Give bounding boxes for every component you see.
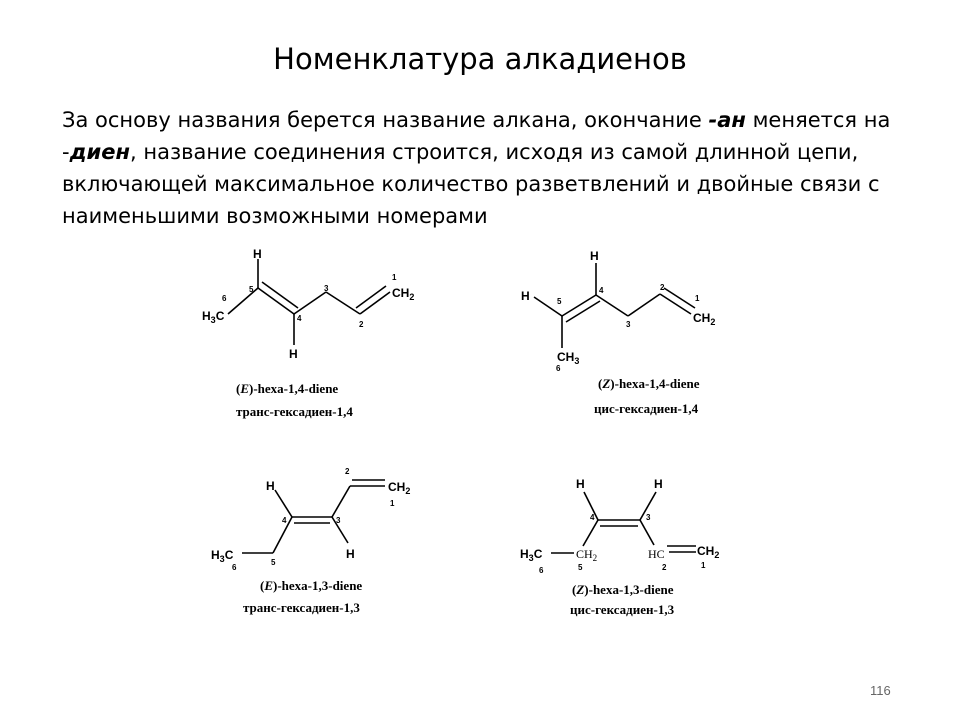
page-number: 116 <box>870 683 891 698</box>
ending-an: -ан <box>708 108 746 132</box>
bond-3-2 <box>640 520 654 545</box>
atom-label: 5 <box>557 297 562 306</box>
atom-label: 2 <box>662 563 667 572</box>
atom-ch3: $CH_3$ <box>557 350 580 366</box>
molecule-1-ru-name: транс-гексадиен-1,4 <box>236 404 353 419</box>
atom-h: H <box>289 347 298 361</box>
atom-label: H <box>521 289 530 303</box>
atom-label: 3 <box>324 284 329 293</box>
atom-label: 1 <box>701 561 706 570</box>
atom-label: 3 <box>336 516 341 525</box>
atom-h3c: $H_3C$ <box>202 309 225 325</box>
atom-label: 3 <box>626 320 631 329</box>
atom-label: 1 <box>695 294 700 303</box>
atom-label: 4 <box>599 286 604 295</box>
bond-5-4 <box>583 520 598 546</box>
molecule-2-en-name: (Z)-hexa-1,4-diene <box>598 376 700 391</box>
ending-dien: диен <box>69 140 131 164</box>
slide-title: Номенклатура алкадиенов <box>273 42 687 76</box>
atom-label: 6 <box>232 563 237 572</box>
text-part-1: За основу названия берется название алкана, окончание <box>62 108 709 132</box>
atom-label: 5 <box>271 558 276 567</box>
atom-h: H <box>253 247 262 261</box>
atom-hc: HC <box>648 547 665 561</box>
atom-ch2: $CH_2$ <box>693 311 716 327</box>
atom-ch2: $CH_2$ <box>392 286 415 302</box>
atom-ch2: $CH_2$ <box>388 480 411 496</box>
atom-h3c: $H_3C$ <box>520 547 543 563</box>
text-part-3: , название соединения строится, исходя из самой длинной цепи, включающей максимальное количество разветвлений и двойные связи с наименьшими возможными номерами <box>62 140 880 228</box>
atom-label: 4 <box>282 516 287 525</box>
molecule-4-ru-name: цис-гексадиен-1,3 <box>570 602 675 617</box>
atom-label: 2 <box>359 320 364 329</box>
molecule-1-en-name: (E)-hexa-1,4-diene <box>236 381 339 396</box>
atom-label: 4 <box>297 314 302 323</box>
molecule-3-ru-name: транс-гексадиен-1,3 <box>243 600 360 615</box>
atom-label: 6 <box>222 294 227 303</box>
atom-label: H <box>346 547 355 561</box>
atom-label: 1 <box>392 273 397 282</box>
molecule-4-en-name: (Z)-hexa-1,3-diene <box>572 582 674 597</box>
text-part-2: меняется на - <box>62 108 891 164</box>
atom-label: 1 <box>390 499 395 508</box>
atom-label: H <box>576 477 585 491</box>
atom-label: H <box>266 479 275 493</box>
atom-ch2: $CH_2$ <box>697 544 720 560</box>
atom-label: 4 <box>590 513 595 522</box>
atom-label: 5 <box>578 563 583 572</box>
atom-h3c: $H_3C$ <box>211 548 234 564</box>
atom-label: 6 <box>556 364 561 373</box>
atom-label: 2 <box>660 283 665 292</box>
molecule-3-en-name: (E)-hexa-1,3-diene <box>260 578 363 593</box>
atom-label: H <box>654 477 663 491</box>
atom-label: 5 <box>249 285 254 294</box>
atom-label: H <box>590 249 599 263</box>
atom-ch2: $CH_2$ <box>576 547 598 563</box>
atom-label: 6 <box>539 566 544 575</box>
atom-label: 2 <box>345 467 350 476</box>
atom-label: 3 <box>646 513 651 522</box>
molecule-2-ru-name: цис-гексадиен-1,4 <box>594 401 699 416</box>
